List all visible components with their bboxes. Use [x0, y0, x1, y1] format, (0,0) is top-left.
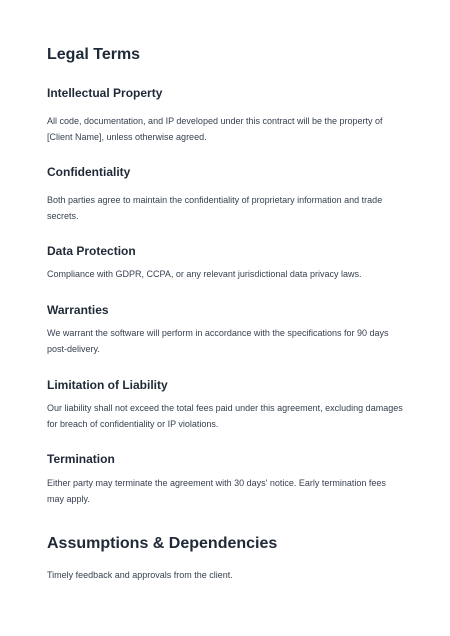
section-body-intellectual-property: All code, documentation, and IP developed under this contract will be the property of [Client Name], unless otherwise agreed. — [47, 116, 383, 142]
assumptions-body: Timely feedback and approvals from the client. — [47, 570, 233, 580]
section-body-confidentiality: Both parties agree to maintain the confidentiality of proprietary information and trade secrets. — [47, 195, 383, 221]
legal-terms-title: Legal Terms — [47, 46, 141, 63]
assumptions-title: Assumptions & Dependencies — [47, 535, 278, 552]
section-heading-limitation-of-liability: Limitation of Liability — [47, 378, 168, 392]
section-heading-confidentiality: Confidentiality — [47, 165, 131, 179]
section-body-warranties: We warrant the software will perform in accordance with the specifications for 90 days post-delivery. — [47, 328, 389, 354]
section-body-termination: Either party may terminate the agreement with 30 days' notice. Early termination fees may apply. — [47, 478, 386, 504]
section-heading-warranties: Warranties — [47, 303, 109, 317]
section-body-data-protection: Compliance with GDPR, CCPA, or any relevant jurisdictional data privacy laws. — [47, 269, 362, 279]
section-body-limitation-of-liability: Our liability shall not exceed the total fees paid under this agreement, excluding damages for breach of confidentiality or IP violations. — [47, 403, 403, 429]
section-heading-intellectual-property: Intellectual Property — [47, 86, 163, 100]
section-heading-data-protection: Data Protection — [47, 244, 136, 258]
section-heading-termination: Termination — [47, 452, 115, 466]
